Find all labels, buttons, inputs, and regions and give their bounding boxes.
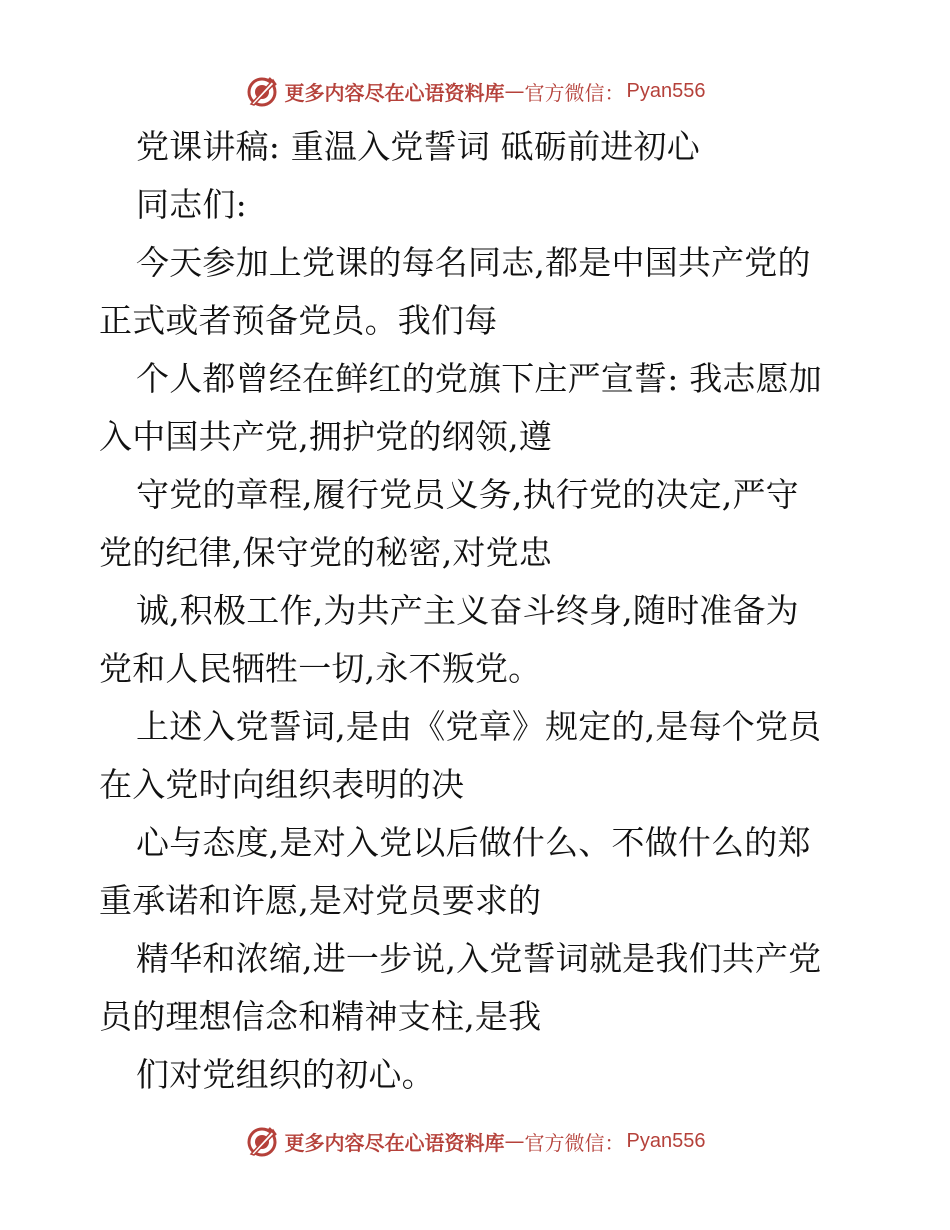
text-line: 上述入党誓词,是由《党章》规定的,是每个党员	[136, 707, 822, 746]
banner-separator: —	[504, 1129, 525, 1153]
footer-banner	[0, 1121, 950, 1161]
text-line: 个人都曾经在鲜红的党旗下庄严宣誓: 我志愿加	[136, 359, 823, 398]
wechat-id: Pyan556	[626, 79, 706, 102]
text-line: 守党的章程,履行党员义务,执行党的决定,严守	[136, 475, 799, 514]
document-title: 党课讲稿: 重温入党誓词 砥砺前进初心	[136, 127, 700, 166]
text-line: 党和人民牺牲一切,永不叛党。	[99, 649, 542, 688]
text-line: 诚,积极工作,为共产主义奋斗终身,随时准备为	[136, 591, 799, 630]
text-line: 精华和浓缩,进一步说,入党誓词就是我们共产党	[136, 939, 822, 978]
banner-separator: —	[504, 79, 525, 103]
wechat-label: 官方微信：	[524, 1130, 625, 1155]
text-line: 重承诺和许愿,是对党员要求的	[99, 881, 542, 920]
quill-logo-icon	[245, 1124, 279, 1158]
text-line: 在入党时向组织表明的决	[99, 765, 465, 804]
text-line: 党的纪律,保守党的秘密,对党忠	[99, 533, 552, 572]
wechat-label: 官方微信：	[524, 80, 625, 105]
text-line: 心与态度,是对入党以后做什么、不做什么的郑	[136, 823, 811, 862]
wechat-id: Pyan556	[626, 1129, 706, 1152]
text-line: 们对党组织的初心。	[136, 1055, 435, 1094]
banner-text: 更多内容尽在心语资料库	[284, 80, 505, 105]
text-line: 员的理想信念和精神支柱,是我	[99, 997, 542, 1036]
text-line: 正式或者预备党员。我们每	[99, 301, 498, 340]
salutation: 同志们:	[136, 185, 247, 224]
text-line: 入中国共产党,拥护党的纲领,遵	[99, 417, 552, 456]
banner-text: 更多内容尽在心语资料库	[284, 1130, 505, 1155]
text-line: 今天参加上党课的每名同志,都是中国共产党的	[136, 243, 811, 282]
